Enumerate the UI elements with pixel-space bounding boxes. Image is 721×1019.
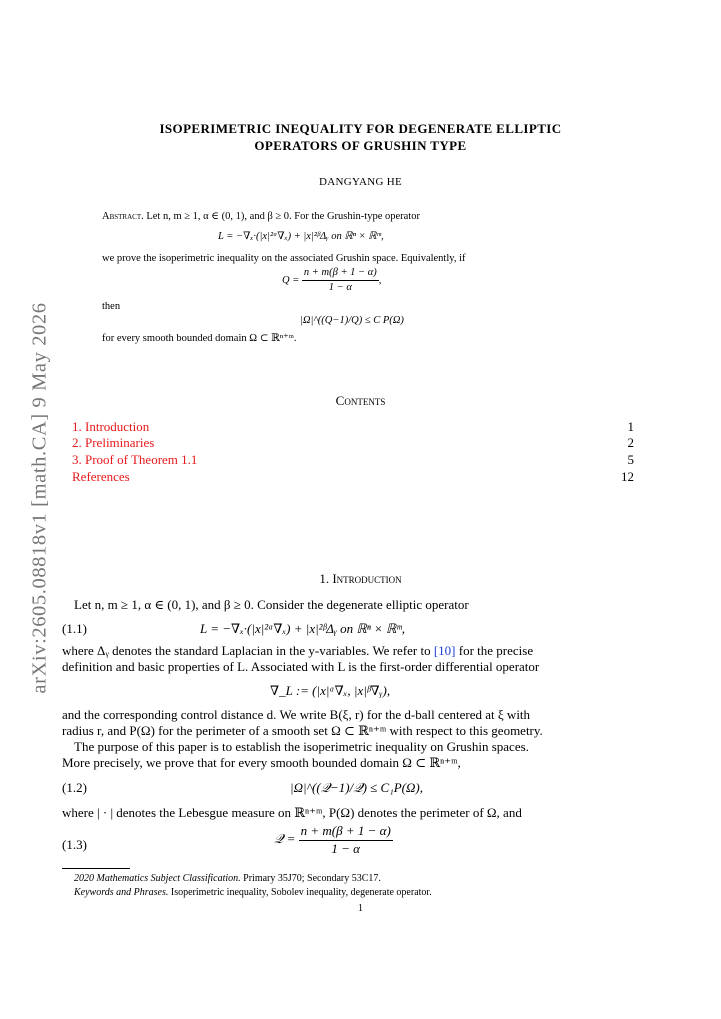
p2-text-pre: where Δᵧ denotes the standard Laplacian in the y-variables. We refer to xyxy=(62,643,434,658)
toc-page: 2 xyxy=(627,435,634,450)
body-paragraph-3-line1: and the corresponding control distance d. We write B(ξ, r) for the d-ball centered at ξ with xyxy=(62,707,531,722)
abstract-line3: for every smooth bounded domain Ω ⊂ ℝⁿ⁺ᵐ. xyxy=(102,333,297,344)
msc-label: 2020 Mathematics Subject Classification. xyxy=(74,873,241,884)
page-number: 1 xyxy=(358,903,363,914)
toc-item-introduction[interactable] xyxy=(72,419,634,436)
equation-1-1: L = −∇ₓ·(|x|²ᵅ∇ₓ) + |x|²ᵝΔᵧ on ℝⁿ × ℝᵐ, xyxy=(200,621,406,636)
body-paragraph-2-line2: definition and basic properties of L. Associated with L is the first-order differential operator xyxy=(62,659,540,674)
paper-title-line2: OPERATORS OF GRUSHIN TYPE xyxy=(254,138,467,153)
body-paragraph-2-line1 xyxy=(62,643,662,660)
toc-link-proof[interactable]: 3. Proof of Theorem 1.1 xyxy=(72,452,198,467)
body-paragraph-5: where | · | denotes the Lebesgue measure on ℝⁿ⁺ᵐ, P(Ω) denotes the perimeter of Ω, and xyxy=(62,805,522,820)
toc-link-references[interactable]: References xyxy=(72,469,130,484)
abstract-inequality: |Ω|^((Q−1)/Q) ≤ C P(Ω) xyxy=(300,315,404,326)
toc-page: 5 xyxy=(627,452,634,467)
toc-link-introduction[interactable]: 1. Introduction xyxy=(72,419,150,434)
q-numerator: n + m(β + 1 − α) xyxy=(303,267,377,278)
arxiv-side-label: arXiv:2605.08818v1 [math.CA] 9 May 2026 xyxy=(28,302,51,694)
equation-1-2: |Ω|^((𝒬−1)/𝒬) ≤ C₁P(Ω), xyxy=(290,780,423,795)
q-denominator: 1 − α xyxy=(302,280,379,295)
abstract-then: then xyxy=(102,301,121,312)
toc-item-references[interactable] xyxy=(72,469,634,486)
citation-link-10[interactable]: [10] xyxy=(433,643,456,658)
equation-number-1-2: (1.2) xyxy=(62,780,87,795)
toc-link-preliminaries[interactable]: 2. Preliminaries xyxy=(72,435,155,450)
contents-heading: Contents xyxy=(335,393,386,408)
abstract-operator-equation: L = −∇ₓ·(|x|²ᵅ∇ₓ) + |x|²ᵝΔᵧ on ℝⁿ × ℝᵐ, xyxy=(218,231,384,242)
eq13-denominator: 1 − α xyxy=(299,840,393,858)
paper-title-line1: ISOPERIMETRIC INEQUALITY FOR DEGENERATE ELLIPTIC xyxy=(159,121,562,136)
msc-text: Primary 35J70; Secondary 53C17. xyxy=(240,873,381,884)
eq13-numerator: n + m(β + 1 − α) xyxy=(300,823,391,838)
keywords-label: Keywords and Phrases. xyxy=(74,887,169,898)
abstract-line2: we prove the isoperimetric inequality on the associated Grushin space. Equivalently, if xyxy=(102,253,466,264)
toc-item-preliminaries[interactable] xyxy=(72,435,634,452)
abstract-text-1: Let n, m ≥ 1, α ∈ (0, 1), and β ≥ 0. For the Grushin-type operator xyxy=(146,211,420,222)
body-paragraph-1: Let n, m ≥ 1, α ∈ (0, 1), and β ≥ 0. Consider the degenerate elliptic operator xyxy=(74,597,469,612)
equation-gradient: ∇_L := (|x|ᵅ∇ₓ, |x|ᵝ∇ᵧ), xyxy=(270,683,391,698)
author-name: DANGYANG HE xyxy=(318,176,403,188)
eq13-lhs: 𝒬 = xyxy=(274,830,296,846)
q-tail: , xyxy=(378,274,382,286)
body-paragraph-4-line2: More precisely, we prove that for every smooth bounded domain Ω ⊂ ℝⁿ⁺ᵐ, xyxy=(62,755,461,770)
toc-page: 12 xyxy=(621,469,634,484)
footnote-msc xyxy=(74,873,381,884)
abstract-line1 xyxy=(102,210,622,224)
body-paragraph-3-line2: radius r, and P(Ω) for the perimeter of a smooth set Ω ⊂ ℝⁿ⁺ᵐ with respect to this geometry. xyxy=(62,723,543,738)
abstract-label: Abstract. xyxy=(102,211,144,222)
p2-text-post: for the precise xyxy=(455,643,534,658)
footnote-keywords xyxy=(74,887,432,898)
section-heading: 1. Introduction xyxy=(319,571,402,586)
footnote-rule xyxy=(62,868,130,869)
equation-1-3 xyxy=(274,823,393,857)
equation-number-1-1: (1.1) xyxy=(62,621,87,636)
q-lhs: Q = xyxy=(282,274,300,286)
abstract-q-definition xyxy=(282,266,381,295)
equation-number-1-3: (1.3) xyxy=(62,837,87,852)
toc-item-proof[interactable] xyxy=(72,452,634,469)
keywords-text: Isoperimetric inequality, Sobolev inequality, degenerate operator. xyxy=(168,887,432,898)
body-paragraph-4-line1: The purpose of this paper is to establish the isoperimetric inequality on Grushin spaces. xyxy=(74,739,529,754)
toc-page: 1 xyxy=(627,419,634,434)
